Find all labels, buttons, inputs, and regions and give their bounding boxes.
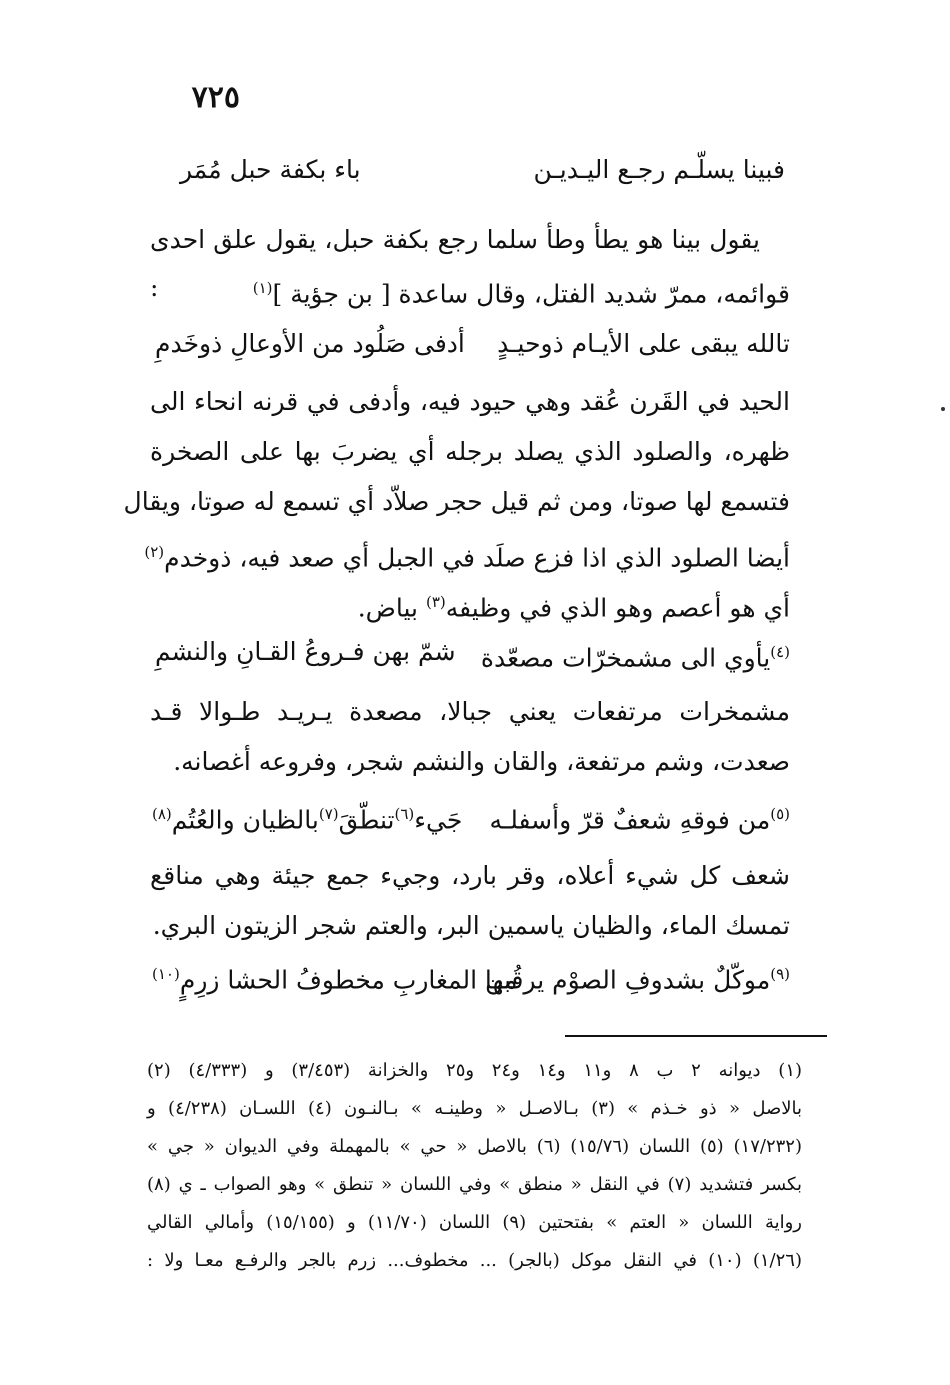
footnote-marker-8: (٨)	[152, 805, 172, 823]
footnote-line-6: (١/٢٦) (١٠) في النقل موكل (بالجر) ... مخطوف... زرم بالجر والرفـع معـا ولا :	[147, 1250, 802, 1271]
scan-speck	[941, 407, 945, 411]
commentary-2-line-5	[150, 582, 790, 622]
footnote-marker-1: (١)	[252, 279, 273, 297]
footnote-line-5: رواية اللسان « العتم » بفتحتين (٩) اللسان (١١/٧٠) و (١٥/١٥٥) وأمالي القالي	[147, 1212, 802, 1233]
page-number: ٧٢٥	[191, 80, 240, 115]
verse-4-second-a: جَيء	[414, 805, 463, 835]
verse-5-first-hemistich-wrap	[485, 952, 790, 1002]
commentary-2-line-1: الحيد في القَرن عُقد وهي حيود فيه، وأدفى في قرنه انحاء الى	[150, 387, 790, 416]
commentary-2-line-4-text: أيضا الصلود الذي اذا فزع صلَد في الجبل أي صعد فيه، ذوخدم	[164, 543, 790, 573]
verse-5-first-hemistich: موكّلٌ بشدوفِ الصوْم يرقُبها	[484, 965, 771, 995]
verse-3-first-hemistich-wrap	[481, 630, 790, 680]
verse-3-first-hemistich: يأوي الى مشمخرّات مصعّدة	[480, 643, 771, 673]
commentary-1-line-1: يقول بينا هو يطأ وطأ سلما رجع بكفة حبل، يقول علق احدى	[150, 225, 760, 254]
verse-4-second-hemistich	[152, 792, 462, 842]
commentary-2-line-5-end: بياض.	[357, 593, 418, 623]
verse-1-first-hemistich: فبينا يسلّـم رجـع اليـديـن	[533, 155, 785, 184]
verse-4-first-hemistich: من فوقهِ شعفٌ قرّ وأسفلـه	[489, 805, 771, 835]
commentary-2-line-5-text: أي هو أعصم وهو الذي في وظيفه	[445, 593, 790, 623]
verse-3	[150, 630, 790, 674]
commentary-2-line-2: ظهره، والصلود الذي يصلد برجله أي يضربَ بها على الصخرة	[150, 437, 790, 466]
verse-4-second-b: تنطّقَ	[338, 805, 395, 835]
verse-5-second-hemistich: من المغاربِ مخطوفُ الحشا زرِمٍ	[179, 965, 518, 995]
commentary-2-line-3: فتسمع لها صوتا، ومن ثم قيل حجر صلاّد أي تسمع له صوتا، ويقال	[123, 487, 790, 516]
footnote-line-3: (١٧/٢٣٢) (٥) اللسان (١٥/٧٦) (٦) بالاصل « حي » بالمهملة وفي الديوان « جي »	[147, 1136, 802, 1157]
footnote-separator	[565, 1035, 827, 1037]
verse-5	[150, 952, 790, 996]
footnote-line-2: بالاصل « ذو خـذم » (٣) بـالاصـل « وطينـه » بـالنـون (٤) اللسـان (٤/٢٣٨) و	[147, 1098, 803, 1119]
footnote-marker-2: (٢)	[144, 543, 165, 561]
verse-5-second-hemistich-wrap	[152, 952, 517, 1002]
commentary-2-line-4	[144, 532, 790, 573]
verse-3-second-hemistich: شمّ بهن فـروعُ القـانِ والنشمِ	[155, 637, 456, 666]
verse-2-second-hemistich: أدفى صَلُود من الأوعالِ ذوخَدمِ	[155, 329, 465, 358]
commentary-4-line-1: شعف كل شيء أعلاه، وقر بارد، وجيء جمع جيئة وهي مناقع	[150, 861, 790, 890]
footnote-line-1: (١) ديوانه ٢ ب ٨ و١١ و١٤ و٢٤ و٢٥ والخزانة (٣/٤٥٣) و (٤/٣٣٣) (٢)	[147, 1060, 803, 1081]
commentary-1-colon: :	[150, 273, 159, 302]
footnote-line-4: بكسر فتشديد (٧) في النقل « منطق » وفي اللسان « تنطق » وهو الصواب ـ ي (٨)	[147, 1174, 802, 1195]
commentary-1-line-2-text: قوائمه، ممرّ شديد الفتل، وقال ساعدة [ بن جؤية ]	[272, 279, 790, 309]
verse-2	[150, 322, 790, 366]
commentary-4-line-2: تمسك الماء، والظيان ياسمين البر، والعتم شجر الزيتون البري.	[152, 911, 790, 940]
verse-2-first-hemistich: تالله يبقى على الأيـام ذوحيـدٍ	[497, 329, 790, 358]
verse-1-second-hemistich: باء بكفة حبل مُمَر	[180, 155, 361, 184]
footnote-marker-5: (٥)	[770, 805, 790, 823]
commentary-3-line-1: مشمخرات مرتفعات يعني جبالا، مصعدة يـريـد طـوالا قـد	[150, 697, 790, 726]
footnote-marker-10: (١٠)	[152, 965, 180, 983]
footnote-marker-7: (٧)	[318, 805, 339, 823]
footnote-marker-4: (٤)	[770, 643, 790, 661]
verse-4	[150, 792, 790, 836]
footnote-marker-3: (٣)	[425, 593, 446, 611]
verse-1	[150, 148, 790, 192]
commentary-3-line-2: صعدت، وشم مرتفعة، والقان والنشم شجر، وفروعه أغصانه.	[173, 747, 790, 776]
footnote-marker-9: (٩)	[770, 965, 790, 983]
footnote-marker-6: (٦)	[394, 805, 415, 823]
verse-4-first-hemistich-wrap	[490, 792, 790, 842]
commentary-1-line-2	[240, 268, 790, 308]
verse-4-second-c: بالظيان والعُتُم	[171, 805, 319, 835]
